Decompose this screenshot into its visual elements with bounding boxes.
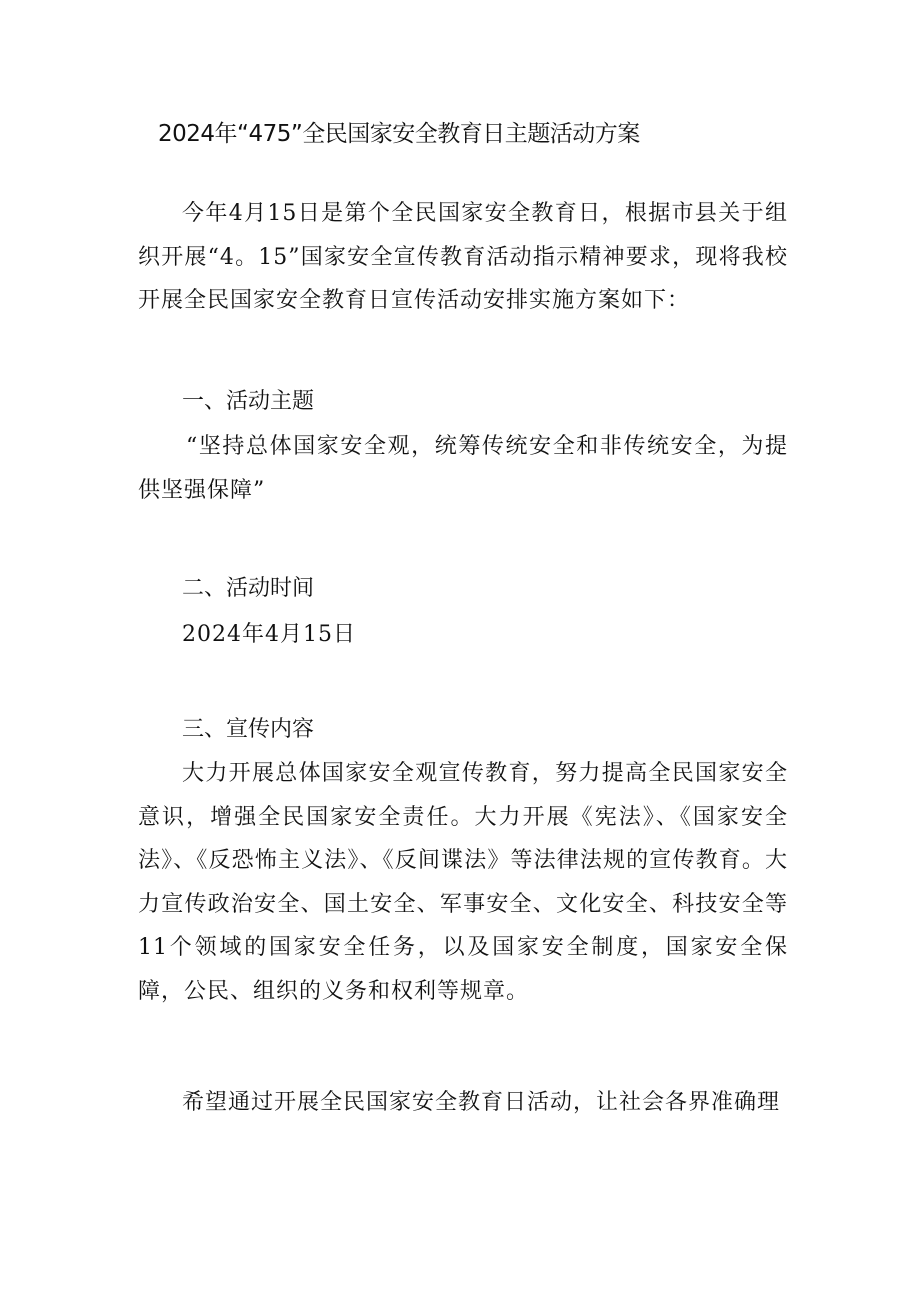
section-heading-content: 三、宣传内容 (182, 717, 315, 742)
section-body-content: 大力开展总体国家安全观宣传教育，努力提高全民国家安全意识，增强全民国家安全责任。大力开展《宪法》、《国家安全法》、《反恐怖主义法》、《反间谍法》等法律法规的宣传教育。大力宣传政治安全、国土安全、军事安全、文化安全、科技安全等11个领域的国家安全任务，以及国家安全制度，国家安全保障，公民、组织的义务和权利等规章。 (138, 761, 788, 1004)
section-heading-time: 二、活动时间 (182, 576, 315, 601)
intro-paragraph: 今年4月15日是第个全民国家安全教育日，根据市县关于组织开展“4。15”国家安全宣传教育活动指示精神要求，现将我校开展全民国家安全教育日宣传活动安排实施方案如下： (138, 201, 788, 313)
section-heading-theme: 一、活动主题 (182, 389, 315, 414)
document-title: 2024年“475”全民国家安全教育日主题活动方案 (158, 121, 640, 147)
section-body-theme: “坚持总体国家安全观，统筹传统安全和非传统安全，为提供坚强保障” (138, 434, 788, 503)
closing-paragraph: 希望通过开展全民国家安全教育日活动，让社会各界准确理 (182, 1090, 781, 1115)
section-body-time: 2024年4月15日 (182, 622, 356, 647)
